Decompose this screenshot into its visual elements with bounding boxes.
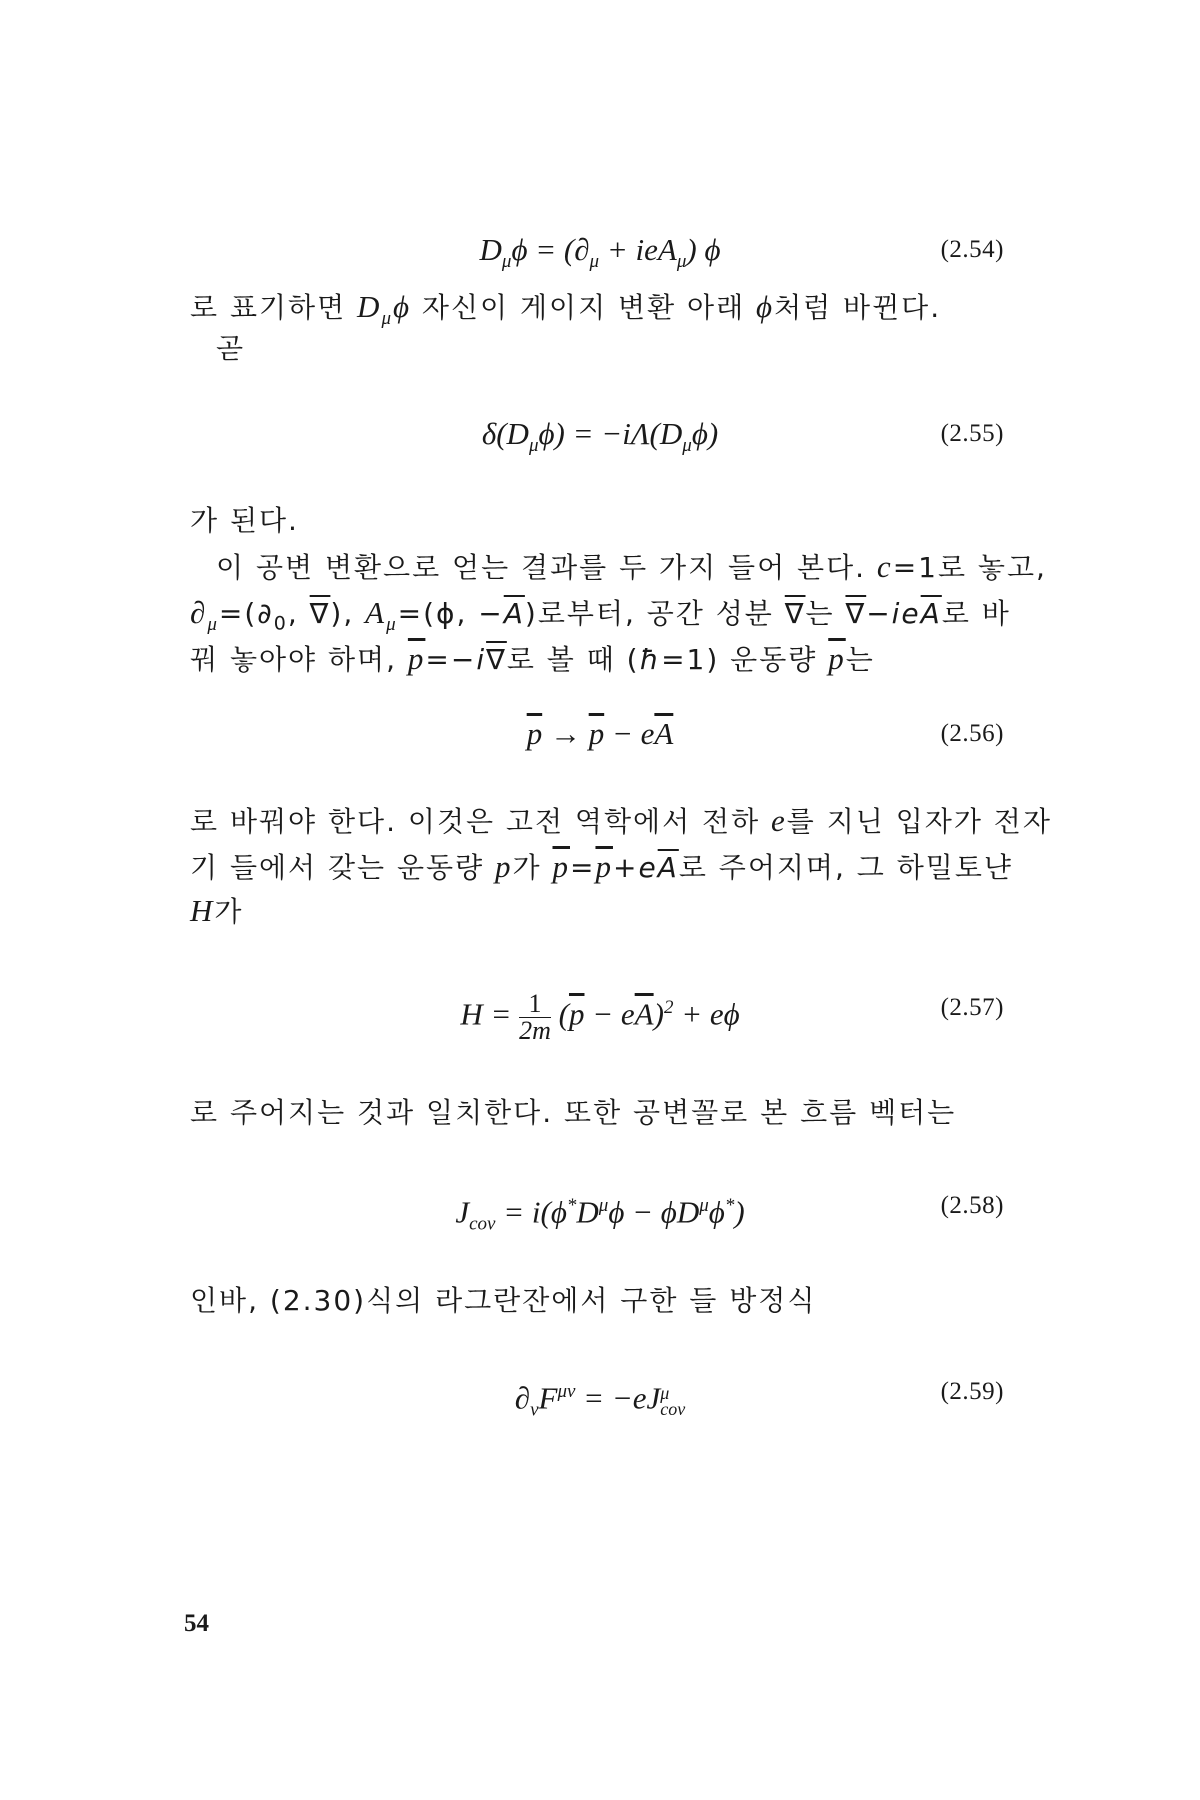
equation-number: (2.58) (940, 1192, 1004, 1219)
text-line: 로 바꿔야 한다. 이것은 고전 역학에서 전하 e를 지닌 입자가 전자 (190, 803, 1052, 838)
equation-2-56 (0, 704, 1200, 764)
equation-text: $\overline{p} \to \overline{p} - e\overline{A}$ (526, 716, 674, 751)
equation-number: (2.59) (940, 1378, 1004, 1405)
equation-number: (2.55) (940, 420, 1004, 447)
page-number: 54 (184, 1610, 209, 1637)
equation-2-58 (0, 1176, 1200, 1236)
equation-text: $D_\mu\phi = (\partial_\mu + ieA_\mu)$ ϕ (479, 232, 721, 273)
equation-text: H = $\frac{1}{2m}$ $(\overline{p} - e\overline{A})^2 + e\phi$ (460, 988, 740, 1045)
text-line: 이 공변 변환으로 얻는 결과를 두 가지 들어 본다. c=1로 놓고, (216, 549, 1047, 584)
text-line: 꿔 놓아야 하며, $\overline{p}=-i\nabla$로 볼 때 (ħ=1) 운동량 $\overline{p}$는 (190, 641, 875, 676)
equation-number: (2.56) (940, 720, 1004, 747)
equation-text: $\partial_\nu F^{\mu\nu} = -eJ$ μ cov (514, 1380, 686, 1421)
text-line: 기 들에서 갖는 운동량 p가 $\overline{p}=\overline{p}+e\overline{A}$로 주어지며, 그 하밀토냔 (190, 849, 1013, 884)
equation-2-54 (0, 220, 1200, 280)
text-line: H가 (190, 893, 244, 928)
text-line: 로 표기하면 $D_\mu\phi$ 자신이 게이지 변환 아래 ϕ처럼 바뀐다. (190, 289, 942, 330)
text-line: 가 된다. (190, 504, 299, 537)
equation-number: (2.57) (940, 994, 1004, 1021)
text-line: 로 주어지는 것과 일치한다. 또한 공변꼴로 본 흐름 벡터는 (190, 1096, 957, 1129)
equation-2-57 (0, 978, 1200, 1045)
equation-2-59 (0, 1362, 1200, 1422)
text-line: $\partial_\mu=(\partial_0$, ∇), $A_\mu=(\phi$, $-\overline{A}$)로부터, 공간 성분 ∇는 $\nabla-ie\overline{A}$로 바 (190, 595, 1011, 636)
equation-number: (2.54) (940, 236, 1004, 263)
equation-text: $J_{cov} = i(\phi^*D^\mu\phi - \phi D^\mu\phi^*)$ (455, 1194, 745, 1235)
text-line: 곧 (216, 332, 246, 365)
equation-text: $\delta(D_\mu\phi) = -i\Lambda(D_\mu\phi)$ (481, 416, 719, 457)
text-line: 인바, (2.30)식의 라그란잔에서 구한 들 방정식 (190, 1284, 817, 1317)
equation-2-55 (0, 404, 1200, 464)
